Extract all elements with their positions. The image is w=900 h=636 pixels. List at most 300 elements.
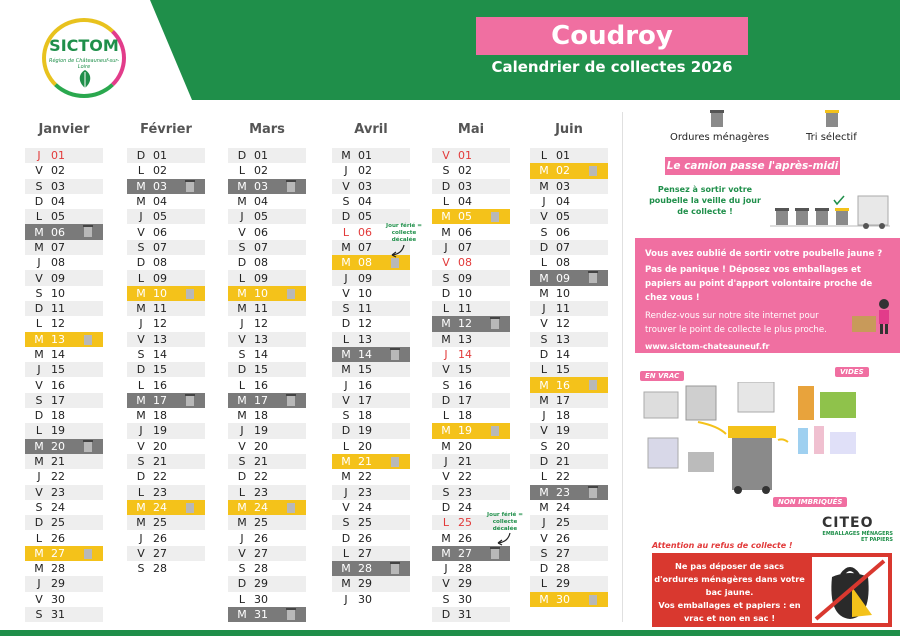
day-row (127, 316, 205, 331)
weekday-letter: D (237, 577, 247, 591)
weekday-letter: L (342, 332, 350, 346)
weekday-letter: M (136, 500, 146, 514)
day-number: 30 (358, 592, 372, 606)
weekday-letter: L (342, 546, 350, 560)
day-number: 22 (358, 470, 372, 484)
weekday-letter: L (540, 470, 548, 484)
weekday-letter: J (139, 317, 143, 331)
day-row (432, 469, 510, 484)
day-row (25, 301, 103, 316)
day-number: 23 (358, 485, 372, 499)
weekday-letter: D (441, 608, 451, 622)
day-row (25, 393, 103, 408)
day-row (127, 179, 205, 194)
weekday-letter: D (341, 210, 351, 224)
weekday-letter: J (344, 485, 348, 499)
day-number: 25 (51, 516, 65, 530)
grey-bin-icon (286, 608, 296, 620)
day-row (530, 286, 608, 301)
day-row (25, 500, 103, 515)
day-row (332, 408, 410, 423)
day-row (25, 224, 103, 239)
town-name: Coudroy (476, 17, 748, 55)
day-number: 01 (358, 149, 372, 163)
weekday-letter: J (444, 348, 448, 361)
day-row (25, 515, 103, 530)
day-number: 09 (51, 271, 65, 285)
day-row (25, 316, 103, 331)
day-row (432, 347, 510, 362)
weekday-letter: L (238, 485, 246, 499)
weekday-letter: V (238, 439, 246, 453)
day-number: 28 (153, 562, 167, 576)
day-number: 18 (458, 409, 472, 423)
weekday-letter: M (237, 286, 247, 300)
weekday-letter: V (35, 164, 43, 178)
day-number: 19 (556, 424, 570, 438)
recyclables-illustration (638, 382, 876, 497)
day-row (332, 561, 410, 576)
weekday-letter: V (35, 378, 43, 392)
day-row (530, 454, 608, 469)
day-row (228, 561, 306, 576)
day-row (332, 546, 410, 561)
weekday-letter: D (34, 302, 44, 316)
day-row (332, 148, 410, 163)
weekday-letter: V (35, 271, 43, 285)
weekday-letter: D (441, 286, 451, 300)
day-number: 27 (458, 546, 472, 560)
day-number: 08 (458, 256, 472, 270)
day-row (432, 454, 510, 469)
weekday-letter: V (442, 149, 450, 163)
day-row (530, 270, 608, 285)
day-number: 13 (254, 332, 268, 346)
weekday-letter: M (539, 500, 549, 514)
day-number: 04 (458, 195, 472, 209)
weekday-letter: M (34, 546, 44, 560)
day-row (332, 194, 410, 209)
day-row (432, 377, 510, 392)
citeo-logo: CITEO (822, 515, 874, 531)
grey-bin-icon (83, 225, 93, 237)
day-number: 23 (254, 485, 268, 499)
weekday-letter: D (136, 470, 146, 484)
day-row (332, 270, 410, 285)
day-number: 04 (556, 195, 570, 209)
day-number: 10 (153, 286, 167, 300)
day-row (332, 515, 410, 530)
day-number: 06 (254, 225, 268, 239)
day-row (432, 179, 510, 194)
weekday-letter: S (35, 393, 43, 407)
weekday-letter: S (540, 225, 548, 239)
month-name: Juin (555, 122, 583, 137)
day-row (332, 592, 410, 607)
day-row (228, 347, 306, 362)
day-number: 10 (556, 286, 570, 300)
weekday-letter: M (34, 348, 44, 361)
day-row (432, 240, 510, 255)
weekday-letter: S (35, 500, 43, 514)
weekday-letter: D (34, 195, 44, 209)
day-row (530, 561, 608, 576)
month-name: Avril (354, 122, 388, 137)
day-row (432, 607, 510, 622)
grey-bin-icon (390, 348, 400, 360)
day-row (127, 377, 205, 392)
grey-bin-icon (286, 394, 296, 406)
day-row (127, 454, 205, 469)
day-row (228, 408, 306, 423)
day-row (432, 194, 510, 209)
day-row (530, 377, 608, 392)
day-number: 04 (51, 195, 65, 209)
sictom-logo (36, 18, 132, 98)
day-number: 22 (51, 470, 65, 484)
day-number: 25 (556, 516, 570, 530)
day-row (530, 530, 608, 545)
day-row (530, 439, 608, 454)
day-number: 28 (51, 562, 65, 576)
weekday-letter: L (238, 271, 246, 285)
yellow-bin-icon (490, 210, 500, 222)
month-3 (332, 120, 410, 607)
day-number: 15 (153, 363, 167, 377)
day-number: 06 (358, 225, 372, 239)
day-row (530, 194, 608, 209)
day-number: 13 (458, 332, 472, 346)
weekday-letter: J (542, 516, 546, 530)
footer-band (0, 630, 900, 636)
yellow-bin-icon (588, 593, 598, 605)
day-row (432, 362, 510, 377)
weekday-letter: M (539, 378, 549, 392)
weekday-letter: M (237, 393, 247, 407)
day-number: 11 (51, 302, 65, 316)
day-number: 15 (358, 363, 372, 377)
day-row (332, 286, 410, 301)
day-number: 15 (51, 363, 65, 377)
day-row (228, 485, 306, 500)
day-number: 05 (458, 210, 472, 224)
truck-banner: Le camion passe l'après-midi ! (665, 157, 840, 175)
weekday-letter: V (238, 225, 246, 239)
no-bags-line-2: Vos emballages et papiers : en vrac et non en sac ! (658, 600, 801, 623)
day-row (332, 347, 410, 362)
day-number: 05 (556, 210, 570, 224)
weekday-letter: J (240, 210, 244, 224)
weekday-letter: V (540, 210, 548, 224)
day-row (432, 408, 510, 423)
day-number: 09 (458, 271, 472, 285)
legend-household: Ordures ménagères (670, 132, 770, 143)
day-row (25, 592, 103, 607)
day-row (25, 546, 103, 561)
weekday-letter: D (136, 149, 146, 163)
day-row (332, 469, 410, 484)
day-row (432, 224, 510, 239)
weekday-letter: D (34, 516, 44, 530)
day-number: 29 (254, 577, 268, 591)
day-number: 19 (358, 424, 372, 438)
day-row (127, 561, 205, 576)
weekday-letter: S (35, 179, 43, 193)
weekday-letter: L (442, 409, 450, 423)
weekday-letter: V (540, 531, 548, 545)
weekday-letter: M (441, 531, 451, 545)
weekday-letter: J (444, 240, 448, 254)
weekday-letter: M (136, 516, 146, 530)
weekday-letter: L (238, 592, 246, 606)
day-number: 19 (458, 424, 472, 438)
day-row (530, 179, 608, 194)
weekday-letter: M (237, 516, 247, 530)
day-row (127, 255, 205, 270)
weekday-letter: S (540, 332, 548, 346)
weekday-letter: S (342, 195, 350, 209)
day-row (432, 546, 510, 561)
day-number: 05 (358, 210, 372, 224)
weekday-letter: M (34, 562, 44, 576)
day-number: 21 (254, 455, 268, 469)
day-number: 01 (254, 149, 268, 163)
day-number: 25 (458, 516, 472, 530)
day-row (127, 194, 205, 209)
day-row (530, 408, 608, 423)
weekday-letter: D (34, 409, 44, 423)
tag-non-imbriques: NON IMBRIQUÉS (773, 497, 847, 507)
weekday-letter: M (341, 149, 351, 163)
day-row (530, 362, 608, 377)
day-number: 10 (458, 286, 472, 300)
weekday-letter: M (237, 409, 247, 423)
weekday-letter: S (137, 348, 145, 361)
day-number: 22 (254, 470, 268, 484)
arrow-icon (494, 532, 514, 546)
weekday-letter: V (137, 546, 145, 560)
day-row (228, 286, 306, 301)
day-number: 24 (556, 500, 570, 514)
grey-bin-icon (185, 394, 195, 406)
day-number: 28 (358, 562, 372, 576)
weekday-letter: D (539, 455, 549, 469)
weekday-letter: L (442, 195, 450, 209)
day-row (228, 332, 306, 347)
day-row (432, 393, 510, 408)
remember-text: Pensez à sortir votre poubelle la veille du jour de collecte ! (649, 185, 761, 216)
day-number: 25 (153, 516, 167, 530)
day-number: 04 (153, 195, 167, 209)
day-number: 20 (458, 439, 472, 453)
day-row (530, 332, 608, 347)
weekday-letter: D (237, 470, 247, 484)
day-number: 05 (51, 210, 65, 224)
day-row (530, 500, 608, 515)
weekday-letter: M (539, 271, 549, 285)
weekday-letter: L (35, 317, 43, 331)
weekday-letter: M (341, 363, 351, 377)
day-number: 26 (358, 531, 372, 545)
day-row (127, 332, 205, 347)
grey-bin-icon (490, 547, 500, 559)
weekday-letter: L (540, 363, 548, 377)
day-number: 26 (51, 531, 65, 545)
day-number: 21 (556, 455, 570, 469)
day-number: 08 (358, 256, 372, 270)
day-number: 07 (556, 240, 570, 254)
no-bag-icon (812, 557, 888, 623)
day-row (228, 546, 306, 561)
day-number: 09 (254, 271, 268, 285)
day-number: 03 (153, 179, 167, 193)
weekday-letter: J (37, 363, 41, 377)
weekday-letter: S (137, 240, 145, 254)
day-number: 24 (254, 500, 268, 514)
day-number: 22 (458, 470, 472, 484)
weekday-letter: S (540, 546, 548, 560)
day-number: 11 (358, 302, 372, 316)
person-recycling-icon (850, 296, 896, 336)
weekday-letter: D (341, 531, 351, 545)
day-row (25, 423, 103, 438)
day-number: 30 (51, 592, 65, 606)
day-row (127, 439, 205, 454)
day-number: 21 (51, 455, 65, 469)
day-number: 04 (358, 195, 372, 209)
day-number: 27 (254, 546, 268, 560)
day-row (25, 576, 103, 591)
weekday-letter: L (540, 256, 548, 270)
weekday-letter: J (37, 577, 41, 591)
month-name: Janvier (38, 122, 90, 137)
day-number: 30 (458, 592, 472, 606)
day-row (127, 546, 205, 561)
yellow-bin-icon (185, 501, 195, 513)
weekday-letter: D (341, 317, 351, 331)
day-number: 31 (51, 608, 65, 622)
day-row (25, 469, 103, 484)
weekday-letter: V (238, 546, 246, 560)
grey-bin-icon (588, 486, 598, 498)
day-number: 12 (458, 317, 472, 331)
weekday-letter: V (442, 577, 450, 591)
day-row (228, 163, 306, 178)
weekday-letter: S (137, 455, 145, 469)
weekday-letter: V (238, 332, 246, 346)
day-number: 13 (556, 332, 570, 346)
day-number: 27 (51, 546, 65, 560)
tag-vides: VIDES (835, 367, 869, 377)
refusal-warning: Attention au refus de collecte ! (652, 541, 793, 550)
weekday-letter: J (240, 531, 244, 545)
weekday-letter: J (37, 470, 41, 484)
day-number: 02 (458, 164, 472, 178)
day-number: 03 (51, 179, 65, 193)
weekday-letter: S (342, 302, 350, 316)
day-row (530, 347, 608, 362)
day-row (530, 393, 608, 408)
day-row (432, 148, 510, 163)
weekday-letter: V (540, 424, 548, 438)
weekday-letter: M (136, 179, 146, 193)
weekday-letter: V (442, 470, 450, 484)
day-number: 16 (458, 378, 472, 392)
day-number: 22 (556, 470, 570, 484)
day-number: 10 (358, 286, 372, 300)
day-row (432, 270, 510, 285)
day-row (228, 469, 306, 484)
day-number: 27 (358, 546, 372, 560)
day-row (127, 362, 205, 377)
day-row (127, 224, 205, 239)
day-row (332, 163, 410, 178)
day-number: 17 (458, 393, 472, 407)
day-number: 06 (556, 225, 570, 239)
day-number: 16 (254, 378, 268, 392)
day-number: 07 (254, 240, 268, 254)
grey-bin-icon (286, 180, 296, 192)
day-number: 02 (153, 164, 167, 178)
day-number: 21 (458, 455, 472, 469)
calendar-title: Calendrier de collectes 2026 (491, 58, 733, 76)
weekday-letter: S (442, 164, 450, 178)
no-bags-box (652, 553, 892, 627)
day-number: 03 (254, 179, 268, 193)
day-row (530, 301, 608, 316)
day-number: 22 (153, 470, 167, 484)
forgot-line-3: Rendez-vous sur notre site internet pour trouver le point de collecte le plus proche. (645, 311, 827, 335)
weekday-letter: V (442, 256, 450, 270)
day-number: 12 (153, 317, 167, 331)
weekday-letter: J (37, 256, 41, 270)
day-row (432, 316, 510, 331)
day-row (25, 607, 103, 622)
website-link[interactable]: www.sictom-chateauneuf.fr (645, 342, 770, 351)
day-number: 07 (358, 240, 372, 254)
day-number: 20 (358, 439, 372, 453)
day-row (127, 301, 205, 316)
day-number: 10 (254, 286, 268, 300)
weekday-letter: M (539, 286, 549, 300)
day-row (127, 270, 205, 285)
weekday-letter: D (539, 348, 549, 361)
day-number: 15 (458, 363, 472, 377)
day-row (25, 530, 103, 545)
weekday-letter: D (136, 256, 146, 270)
day-number: 19 (153, 424, 167, 438)
weekday-letter: S (137, 562, 145, 576)
weekday-letter: S (238, 562, 246, 576)
weekday-letter: M (539, 393, 549, 407)
month-5 (530, 120, 608, 607)
day-row (25, 209, 103, 224)
day-row (25, 561, 103, 576)
day-row (25, 270, 103, 285)
day-number: 13 (51, 332, 65, 346)
day-number: 17 (51, 393, 65, 407)
day-row (127, 485, 205, 500)
weekday-letter: M (341, 256, 351, 270)
day-number: 16 (51, 378, 65, 392)
yellow-bin-icon (83, 333, 93, 345)
weekday-letter: L (442, 516, 450, 530)
no-bags-text (652, 560, 807, 625)
day-number: 26 (556, 531, 570, 545)
grey-bin-icon (588, 271, 598, 283)
weekday-letter: M (237, 500, 247, 514)
weekday-letter: J (444, 562, 448, 576)
